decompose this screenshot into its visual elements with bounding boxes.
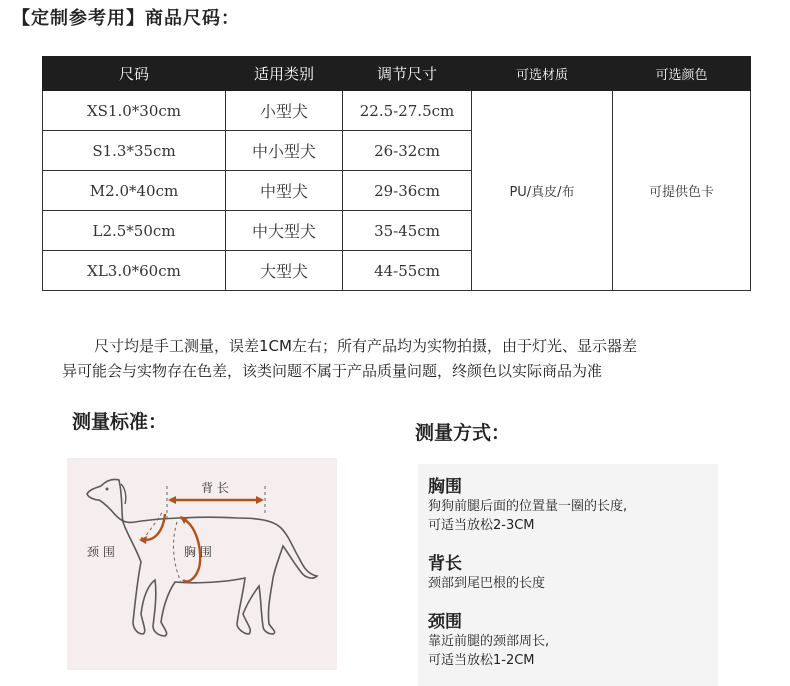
size-table xyxy=(42,56,751,291)
measure-method-heading: 测量方式： xyxy=(415,422,511,444)
cell-category: 中小型犬 xyxy=(226,131,343,171)
neck-dashed-guide xyxy=(143,510,163,540)
method-name: 背长 xyxy=(428,554,462,574)
header-category: 适用类别 xyxy=(226,57,343,91)
chest-dashed-guide xyxy=(174,522,181,582)
cell-adjust: 26-32cm xyxy=(343,131,472,171)
cell-material: PU/真皮/布 xyxy=(472,91,613,291)
method-item-chest xyxy=(428,472,627,535)
header-size: 尺码 xyxy=(43,57,226,91)
table-header-row xyxy=(43,57,751,91)
measure-method-panel xyxy=(418,464,718,686)
note-line-1: 尺寸均是手工测量，误差1CM左右；所有产品均为实物拍摄，由于灯光、显示器差 xyxy=(94,337,637,355)
method-item-neck xyxy=(428,607,549,670)
method-desc-line: 靠近前腿的颈部周长, xyxy=(428,634,550,649)
dog-diagram xyxy=(67,458,337,670)
method-name: 颈围 xyxy=(428,612,462,632)
cell-adjust: 29-36cm xyxy=(343,171,472,211)
header-adjust: 调节尺寸 xyxy=(343,57,472,91)
method-desc-line: 颈部到尾巴根的长度 xyxy=(428,576,546,591)
header-material: 可选材质 xyxy=(472,57,613,91)
dog-eye-shape xyxy=(106,488,109,491)
cell-size: XL3.0*60cm xyxy=(43,251,226,291)
disclaimer-note xyxy=(62,334,766,384)
method-desc-line: 狗狗前腿后面的位置量一圈的长度, xyxy=(428,499,628,514)
back-length-label: 背 长 xyxy=(201,481,229,495)
cell-size: L2.5*50cm xyxy=(43,211,226,251)
cell-category: 大型犬 xyxy=(226,251,343,291)
neck-measure-line xyxy=(141,514,165,540)
back-arrow-left-icon xyxy=(168,496,176,504)
chest-label: 胸 围 xyxy=(184,545,212,559)
measure-standard-heading: 测量标准： xyxy=(72,411,168,433)
cell-size: M2.0*40cm xyxy=(43,171,226,211)
cell-adjust: 22.5-27.5cm xyxy=(343,91,472,131)
neck-label: 颈 围 xyxy=(87,545,115,559)
method-desc-line: 可适当放松2-3CM xyxy=(428,518,535,533)
cell-size: S1.3*35cm xyxy=(43,131,226,171)
cell-category: 中型犬 xyxy=(226,171,343,211)
note-line-2: 异可能会与实物存在色差，该类问题不属于产品质量问题，终颜色以实际商品为准 xyxy=(62,362,603,380)
cell-size: XS1.0*30cm xyxy=(43,91,226,131)
page-title: 【定制参考用】商品尺码： xyxy=(12,8,240,29)
cell-category: 小型犬 xyxy=(226,91,343,131)
method-desc-line: 可适当放松1-2CM xyxy=(428,653,535,668)
neck-arrow-icon xyxy=(139,536,147,544)
cell-adjust: 35-45cm xyxy=(343,211,472,251)
cell-color: 可提供色卡 xyxy=(613,91,751,291)
method-item-back xyxy=(428,549,545,593)
back-arrow-right-icon xyxy=(256,496,264,504)
dog-outline-icon xyxy=(67,458,337,670)
table-row xyxy=(43,91,751,131)
header-color: 可选颜色 xyxy=(613,57,751,91)
cell-category: 中大型犬 xyxy=(226,211,343,251)
method-name: 胸围 xyxy=(428,477,462,497)
cell-adjust: 44-55cm xyxy=(343,251,472,291)
